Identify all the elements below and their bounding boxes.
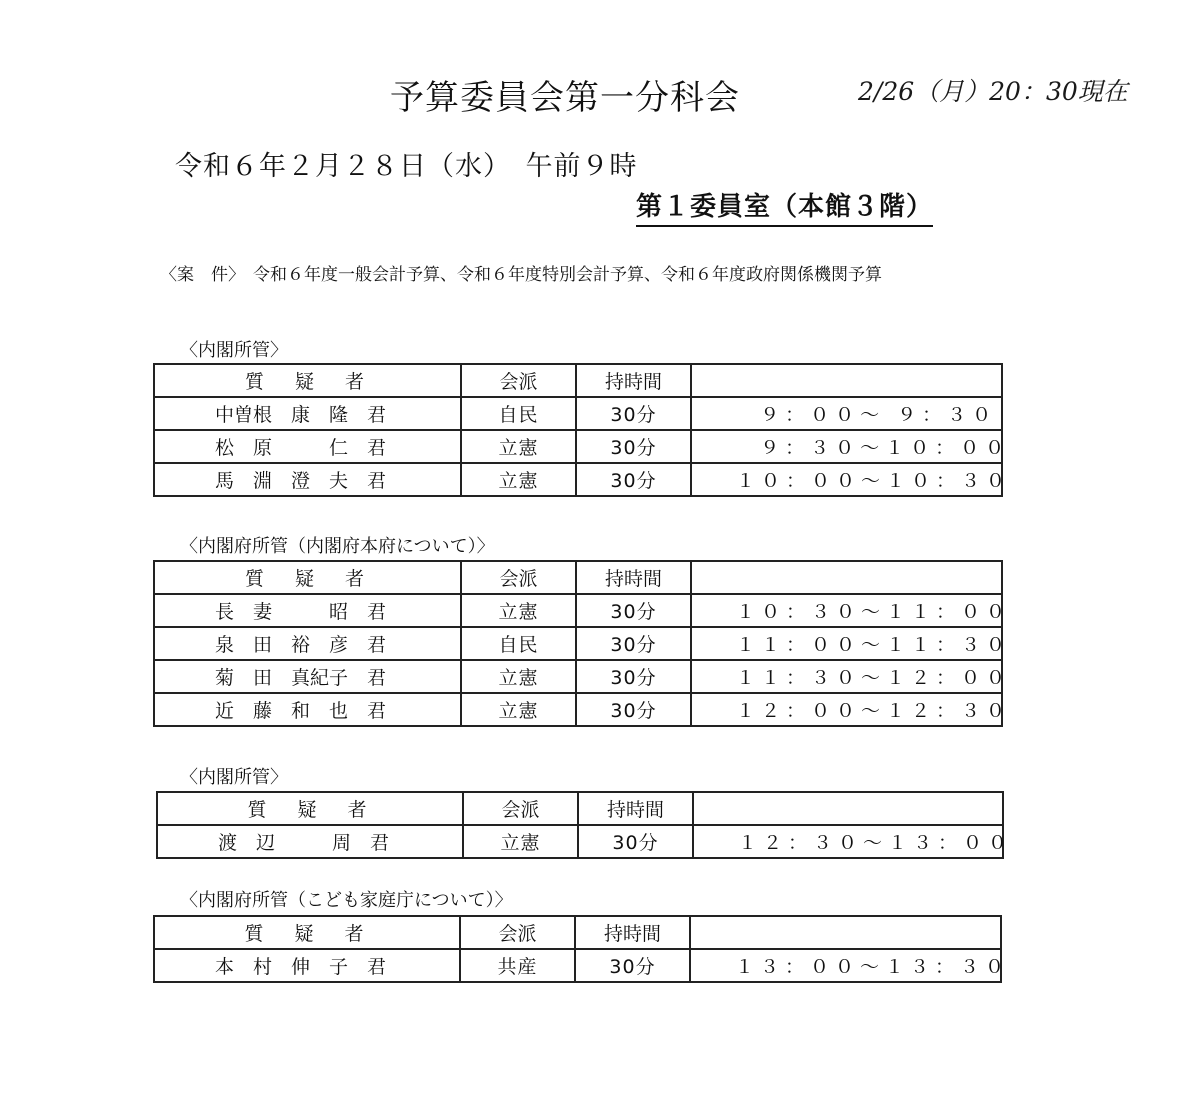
header-time xyxy=(691,364,1002,397)
party-cell: 自民 xyxy=(461,397,576,430)
header-party: 会派 xyxy=(460,916,575,949)
party-cell: 立憲 xyxy=(461,660,576,693)
party-cell: 自民 xyxy=(461,627,576,660)
table-row xyxy=(157,825,1003,858)
table-header-row xyxy=(157,792,1003,825)
questioner-name: 近 藤 和 也 君 xyxy=(154,693,461,726)
header-party: 会派 xyxy=(461,364,576,397)
party-cell: 立憲 xyxy=(463,825,578,858)
section-label-cabinet-office-main: 〈内閣府所管（内閣府本府について）〉 xyxy=(180,536,495,557)
duration-cell: 30分 xyxy=(576,397,691,430)
section-label-cabinet-2: 〈内閣所管〉 xyxy=(180,767,288,788)
section-label-children-family-agency: 〈内閣府所管（こども家庭庁について）〉 xyxy=(180,890,513,911)
agenda-label: 〈案 件〉 xyxy=(160,265,245,285)
header-time xyxy=(690,916,1001,949)
time-slot-cell: １２：００～１２：３０ xyxy=(691,693,1002,726)
header-questioner: 質 疑 者 xyxy=(154,916,460,949)
meeting-date-time: 令和６年２月２８日（水） 午前９時 xyxy=(175,151,638,182)
duration-cell: 30分 xyxy=(576,693,691,726)
questioner-name: 中曽根 康 隆 君 xyxy=(154,397,461,430)
section-label-cabinet: 〈内閣所管〉 xyxy=(180,340,288,361)
handwritten-status-note: 2/26（月）20：30現在 xyxy=(858,77,1128,106)
document-title: 予算委員会第一分科会 xyxy=(390,78,740,118)
header-duration: 持時間 xyxy=(575,916,690,949)
questioner-table-cabinet-office-main xyxy=(153,560,1012,727)
table-row xyxy=(154,430,1002,463)
meeting-room: 第１委員室（本館３階） xyxy=(636,186,933,227)
questioner-name: 松 原 仁 君 xyxy=(154,430,461,463)
table-header-row xyxy=(154,916,1001,949)
questioner-table-cabinet-2 xyxy=(156,791,1014,859)
questioner-name: 長 妻 昭 君 xyxy=(154,594,461,627)
party-cell: 立憲 xyxy=(461,693,576,726)
questioner-name: 渡 辺 周 君 xyxy=(157,825,463,858)
duration-cell: 30分 xyxy=(576,660,691,693)
table-row xyxy=(154,949,1001,982)
time-slot-cell: １３：００～１３：３０ xyxy=(690,949,1001,982)
duration-cell: 30分 xyxy=(576,627,691,660)
agenda-text: 令和６年度一般会計予算、令和６年度特別会計予算、令和６年度政府関係機関予算 xyxy=(253,265,882,285)
time-slot-cell: ９：００～ ９：３０ xyxy=(691,397,1002,430)
header-questioner: 質 疑 者 xyxy=(157,792,463,825)
time-slot-cell: １０：００～１０：３０ xyxy=(691,463,1002,496)
duration-cell: 30分 xyxy=(576,430,691,463)
duration-cell: 30分 xyxy=(578,825,693,858)
table-header-row xyxy=(154,364,1002,397)
questioner-table-cabinet xyxy=(153,363,1012,497)
party-cell: 立憲 xyxy=(461,594,576,627)
questioner-name: 泉 田 裕 彦 君 xyxy=(154,627,461,660)
time-slot-cell: １１：００～１１：３０ xyxy=(691,627,1002,660)
header-duration: 持時間 xyxy=(578,792,693,825)
questioner-name: 本 村 伸 子 君 xyxy=(154,949,460,982)
questioner-name: 菊 田 真紀子 君 xyxy=(154,660,461,693)
agenda-line xyxy=(160,260,882,285)
header-time xyxy=(691,561,1002,594)
duration-cell: 30分 xyxy=(575,949,690,982)
party-cell: 共産 xyxy=(460,949,575,982)
table-row xyxy=(154,594,1002,627)
header-duration: 持時間 xyxy=(576,364,691,397)
header-questioner: 質 疑 者 xyxy=(154,364,461,397)
table-row xyxy=(154,397,1002,430)
header-duration: 持時間 xyxy=(576,561,691,594)
table-header-row xyxy=(154,561,1002,594)
questioner-name: 馬 淵 澄 夫 君 xyxy=(154,463,461,496)
time-slot-cell: １１：３０～１２：００ xyxy=(691,660,1002,693)
header-party: 会派 xyxy=(463,792,578,825)
time-slot-cell: １２：３０～１３：００ xyxy=(693,825,1003,858)
table-row xyxy=(154,660,1002,693)
party-cell: 立憲 xyxy=(461,430,576,463)
party-cell: 立憲 xyxy=(461,463,576,496)
duration-cell: 30分 xyxy=(576,594,691,627)
table-row xyxy=(154,627,1002,660)
table-row xyxy=(154,693,1002,726)
header-party: 会派 xyxy=(461,561,576,594)
questioner-table-children-family-agency xyxy=(153,915,1011,983)
duration-cell: 30分 xyxy=(576,463,691,496)
header-time xyxy=(693,792,1003,825)
table-row xyxy=(154,463,1002,496)
time-slot-cell: １０：３０～１１：００ xyxy=(691,594,1002,627)
time-slot-cell: ９：３０～１０：００ xyxy=(691,430,1002,463)
header-questioner: 質 疑 者 xyxy=(154,561,461,594)
